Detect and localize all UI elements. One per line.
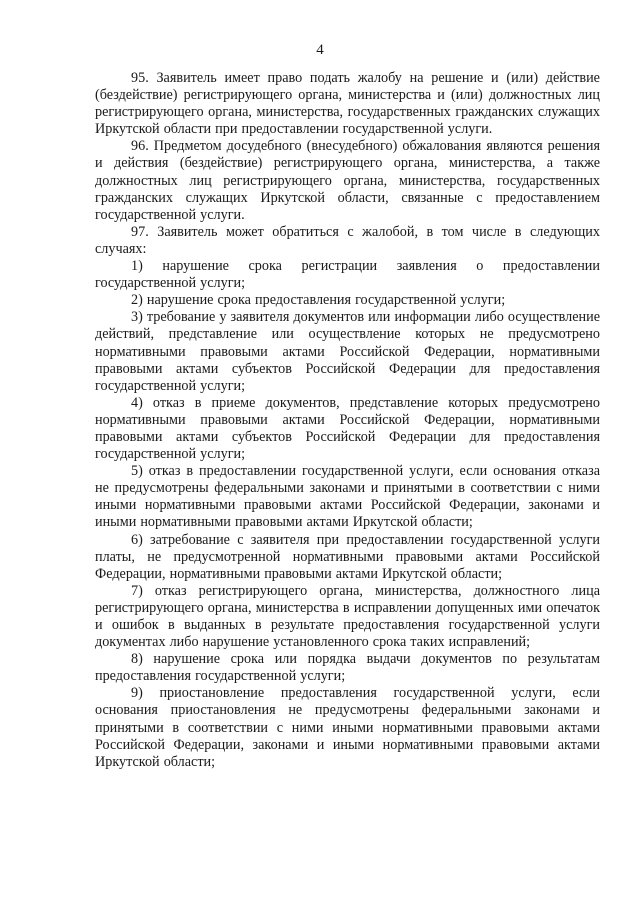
list-item-6: 6) затребование с заявителя при предоставлении государственной услуги платы, не предусмотренной нормативными правовыми актами Российской Федерации, нормативными правовыми актами Иркутской области; — [95, 531, 600, 582]
paragraph-97: 97. Заявитель может обратиться с жалобой, в том числе в следующих случаях: — [95, 223, 600, 257]
page-number: 4 — [316, 42, 324, 58]
list-item-8: 8) нарушение срока или порядка выдачи документов по результатам предоставления государственной услуги; — [95, 651, 600, 685]
list-item-4: 4) отказ в приеме документов, представление которых предусмотрено нормативными правовыми актами Российской Федерации, нормативными правовыми актами субъектов Российской Федерации для предоставления государственной услуги; — [95, 394, 600, 463]
paragraph-96: 96. Предметом досудебного (внесудебного) обжалования являются решения и действия (бездействие) регистрирующего органа, министерства, а также должностных лиц регистрирующего органа, министерства, государственных гражданских служащих Иркутской области, связанные с предоставлением государственной услуги. — [95, 138, 600, 223]
list-item-2: 2) нарушение срока предоставления государственной услуги; — [131, 292, 506, 309]
list-item-3: 3) требование у заявителя документов или информации либо осуществление действий, представление или осуществление которых не предусмотрено нормативными правовыми актами Российской Федерации, нормативными правовыми актами субъектов Российской Федерации для предоставления государственной услуги; — [95, 309, 600, 394]
list-item-5: 5) отказ в предоставлении государственной услуги, если основания отказа не предусмотрены федеральными законами и принятыми в соответствии с ними иными нормативными правовыми актами Российской Федерации, законами и иными нормативными правовыми актами Иркутской области; — [95, 463, 600, 531]
list-item-9: 9) приостановление предоставления государственной услуги, если основания приостановления не предусмотрены федеральными законами и принятыми в соответствии с ними иными нормативными правовыми актами Российской Федерации, законами и иными нормативными правовыми актами Иркутской области; — [95, 685, 600, 770]
list-item-1: 1) нарушение срока регистрации заявления о предоставлении государственной услуги; — [95, 258, 600, 292]
list-item-7: 7) отказ регистрирующего органа, министерства, должностного лица регистрирующего органа, министерства в исправлении допущенных ими опечаток и ошибок в выданных в результате предоставления государственной услуги документах либо нарушение установленного срока таких исправлений; — [95, 582, 600, 651]
document-body — [95, 70, 600, 771]
paragraph-95: 95. Заявитель имеет право подать жалобу на решение и (или) действие (бездействие) регистрирующего органа, министерства и (или) должностных лиц регистрирующего органа, министерства, государственных гражданских служащих Иркутской области при предоставлении государственной услуги. — [95, 70, 600, 138]
